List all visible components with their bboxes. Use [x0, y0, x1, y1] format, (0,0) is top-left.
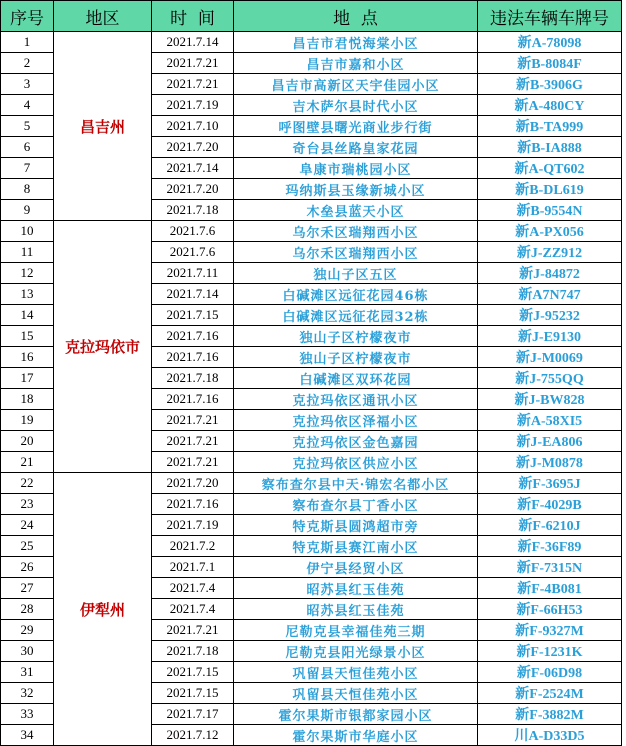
- plate-cell: 新F-66H53: [478, 599, 622, 620]
- date-cell: 2021.7.18: [152, 200, 234, 221]
- row-number: 30: [1, 641, 54, 662]
- date-cell: 2021.7.21: [152, 620, 234, 641]
- row-number: 15: [1, 326, 54, 347]
- header-time: 时 间: [152, 1, 234, 32]
- row-number: 24: [1, 515, 54, 536]
- row-number: 19: [1, 410, 54, 431]
- row-number: 34: [1, 725, 54, 746]
- header-row: [1, 1, 622, 32]
- place-cell: 呼图壁县曙光商业步行街: [234, 116, 478, 137]
- place-cell: 霍尔果斯市银都家园小区: [234, 704, 478, 725]
- row-number: 27: [1, 578, 54, 599]
- plate-cell: 新B-TA999: [478, 116, 622, 137]
- place-cell: 特克斯县赛江南小区: [234, 536, 478, 557]
- plate-cell: 新J-M0069: [478, 347, 622, 368]
- place-cell: 吉木萨尔县时代小区: [234, 95, 478, 116]
- place-cell: 独山子区柠檬夜市: [234, 326, 478, 347]
- row-number: 32: [1, 683, 54, 704]
- row-number: 17: [1, 368, 54, 389]
- place-cell: 昌吉市君悦海棠小区: [234, 32, 478, 53]
- date-cell: 2021.7.19: [152, 95, 234, 116]
- place-cell: 尼勒克县幸福佳苑三期: [234, 620, 478, 641]
- date-cell: 2021.7.12: [152, 725, 234, 746]
- row-number: 10: [1, 221, 54, 242]
- plate-cell: 新F-06D98: [478, 662, 622, 683]
- date-cell: 2021.7.20: [152, 179, 234, 200]
- plate-cell: 新F-9327M: [478, 620, 622, 641]
- row-number: 31: [1, 662, 54, 683]
- row-number: 1: [1, 32, 54, 53]
- row-number: 14: [1, 305, 54, 326]
- place-cell: 巩留县天恒佳苑小区: [234, 683, 478, 704]
- date-cell: 2021.7.10: [152, 116, 234, 137]
- plate-cell: 新B-3906G: [478, 74, 622, 95]
- row-number: 18: [1, 389, 54, 410]
- plate-cell: 新F-2524M: [478, 683, 622, 704]
- place-cell: 独山子区五区: [234, 263, 478, 284]
- date-cell: 2021.7.21: [152, 452, 234, 473]
- row-number: 6: [1, 137, 54, 158]
- plate-cell: 新J-E9130: [478, 326, 622, 347]
- place-cell: 白碱滩区双环花园: [234, 368, 478, 389]
- header-region: 地区: [54, 1, 152, 32]
- row-number: 8: [1, 179, 54, 200]
- date-cell: 2021.7.16: [152, 389, 234, 410]
- date-cell: 2021.7.14: [152, 284, 234, 305]
- row-number: 13: [1, 284, 54, 305]
- row-number: 22: [1, 473, 54, 494]
- place-cell: 白碱滩区远征花园46栋: [234, 284, 478, 305]
- place-cell: 特克斯县圆鸿超市旁: [234, 515, 478, 536]
- header-place: 地 点: [234, 1, 478, 32]
- date-cell: 2021.7.21: [152, 431, 234, 452]
- plate-cell: 新F-1231K: [478, 641, 622, 662]
- date-cell: 2021.7.18: [152, 368, 234, 389]
- date-cell: 2021.7.18: [152, 641, 234, 662]
- place-cell: 尼勒克县阳光绿景小区: [234, 641, 478, 662]
- place-cell: 克拉玛依区泽福小区: [234, 410, 478, 431]
- plate-cell: 新J-84872: [478, 263, 622, 284]
- plate-cell: 新A7N747: [478, 284, 622, 305]
- plate-cell: 新B-9554N: [478, 200, 622, 221]
- place-cell: 奇台县丝路皇家花园: [234, 137, 478, 158]
- plate-cell: 新F-6210J: [478, 515, 622, 536]
- date-cell: 2021.7.14: [152, 158, 234, 179]
- place-cell: 玛纳斯县玉缘新城小区: [234, 179, 478, 200]
- table-row: [1, 473, 622, 494]
- date-cell: 2021.7.20: [152, 473, 234, 494]
- region-cell: 昌吉州: [54, 32, 152, 221]
- row-number: 21: [1, 452, 54, 473]
- date-cell: 2021.7.16: [152, 326, 234, 347]
- header-no: 序号: [1, 1, 54, 32]
- plate-cell: 新F-3695J: [478, 473, 622, 494]
- plate-cell: 新A-QT602: [478, 158, 622, 179]
- row-number: 23: [1, 494, 54, 515]
- row-number: 7: [1, 158, 54, 179]
- place-cell: 昌吉市嘉和小区: [234, 53, 478, 74]
- place-cell: 木垒县蓝天小区: [234, 200, 478, 221]
- date-cell: 2021.7.15: [152, 305, 234, 326]
- plate-cell: 新A-480CY: [478, 95, 622, 116]
- plate-cell: 新B-IA888: [478, 137, 622, 158]
- place-cell: 独山子区柠檬夜市: [234, 347, 478, 368]
- plate-cell: 新B-DL619: [478, 179, 622, 200]
- row-number: 12: [1, 263, 54, 284]
- place-cell: 克拉玛依区通讯小区: [234, 389, 478, 410]
- place-cell: 克拉玛依区供应小区: [234, 452, 478, 473]
- row-number: 28: [1, 599, 54, 620]
- row-number: 20: [1, 431, 54, 452]
- row-number: 26: [1, 557, 54, 578]
- plate-cell: 川A-D33D5: [478, 725, 622, 746]
- plate-cell: 新F-4B081: [478, 578, 622, 599]
- plate-cell: 新F-4029B: [478, 494, 622, 515]
- date-cell: 2021.7.21: [152, 74, 234, 95]
- plate-cell: 新F-3882M: [478, 704, 622, 725]
- header-plate: 违法车辆车牌号: [478, 1, 622, 32]
- row-number: 33: [1, 704, 54, 725]
- row-number: 5: [1, 116, 54, 137]
- table-row: [1, 32, 622, 53]
- region-cell: 克拉玛依市: [54, 221, 152, 473]
- date-cell: 2021.7.6: [152, 242, 234, 263]
- table-row: [1, 221, 622, 242]
- place-cell: 乌尔禾区瑞翔西小区: [234, 221, 478, 242]
- plate-cell: 新J-BW828: [478, 389, 622, 410]
- plate-cell: 新J-M0878: [478, 452, 622, 473]
- date-cell: 2021.7.4: [152, 578, 234, 599]
- row-number: 9: [1, 200, 54, 221]
- place-cell: 阜康市瑞桃园小区: [234, 158, 478, 179]
- place-cell: 察布查尔县丁香小区: [234, 494, 478, 515]
- date-cell: 2021.7.15: [152, 683, 234, 704]
- date-cell: 2021.7.17: [152, 704, 234, 725]
- plate-cell: 新F-36F89: [478, 536, 622, 557]
- date-cell: 2021.7.16: [152, 347, 234, 368]
- place-cell: 察布查尔县中天·锦宏名都小区: [234, 473, 478, 494]
- row-number: 25: [1, 536, 54, 557]
- date-cell: 2021.7.21: [152, 53, 234, 74]
- date-cell: 2021.7.20: [152, 137, 234, 158]
- date-cell: 2021.7.11: [152, 263, 234, 284]
- place-cell: 昌吉市高新区天宇佳园小区: [234, 74, 478, 95]
- row-number: 16: [1, 347, 54, 368]
- place-cell: 乌尔禾区瑞翔西小区: [234, 242, 478, 263]
- date-cell: 2021.7.2: [152, 536, 234, 557]
- date-cell: 2021.7.4: [152, 599, 234, 620]
- plate-cell: 新J-ZZ912: [478, 242, 622, 263]
- plate-cell: 新J-95232: [478, 305, 622, 326]
- place-cell: 伊宁县经贸小区: [234, 557, 478, 578]
- place-cell: 霍尔果斯市华庭小区: [234, 725, 478, 746]
- place-cell: 昭苏县红玉佳苑: [234, 599, 478, 620]
- date-cell: 2021.7.16: [152, 494, 234, 515]
- place-cell: 白碱滩区远征花园32栋: [234, 305, 478, 326]
- row-number: 29: [1, 620, 54, 641]
- date-cell: 2021.7.6: [152, 221, 234, 242]
- row-number: 4: [1, 95, 54, 116]
- row-number: 3: [1, 74, 54, 95]
- row-number: 2: [1, 53, 54, 74]
- place-cell: 克拉玛依区金色嘉园: [234, 431, 478, 452]
- date-cell: 2021.7.15: [152, 662, 234, 683]
- plate-cell: 新A-58XI5: [478, 410, 622, 431]
- plate-cell: 新A-PX056: [478, 221, 622, 242]
- date-cell: 2021.7.1: [152, 557, 234, 578]
- plate-cell: 新B-8084F: [478, 53, 622, 74]
- place-cell: 巩留县天恒佳苑小区: [234, 662, 478, 683]
- place-cell: 昭苏县红玉佳苑: [234, 578, 478, 599]
- plate-cell: 新J-EA806: [478, 431, 622, 452]
- plate-cell: 新F-7315N: [478, 557, 622, 578]
- table-body: [1, 32, 622, 746]
- date-cell: 2021.7.21: [152, 410, 234, 431]
- date-cell: 2021.7.14: [152, 32, 234, 53]
- region-cell: 伊犁州: [54, 473, 152, 746]
- date-cell: 2021.7.19: [152, 515, 234, 536]
- plate-cell: 新J-755QQ: [478, 368, 622, 389]
- plate-cell: 新A-78098: [478, 32, 622, 53]
- row-number: 11: [1, 242, 54, 263]
